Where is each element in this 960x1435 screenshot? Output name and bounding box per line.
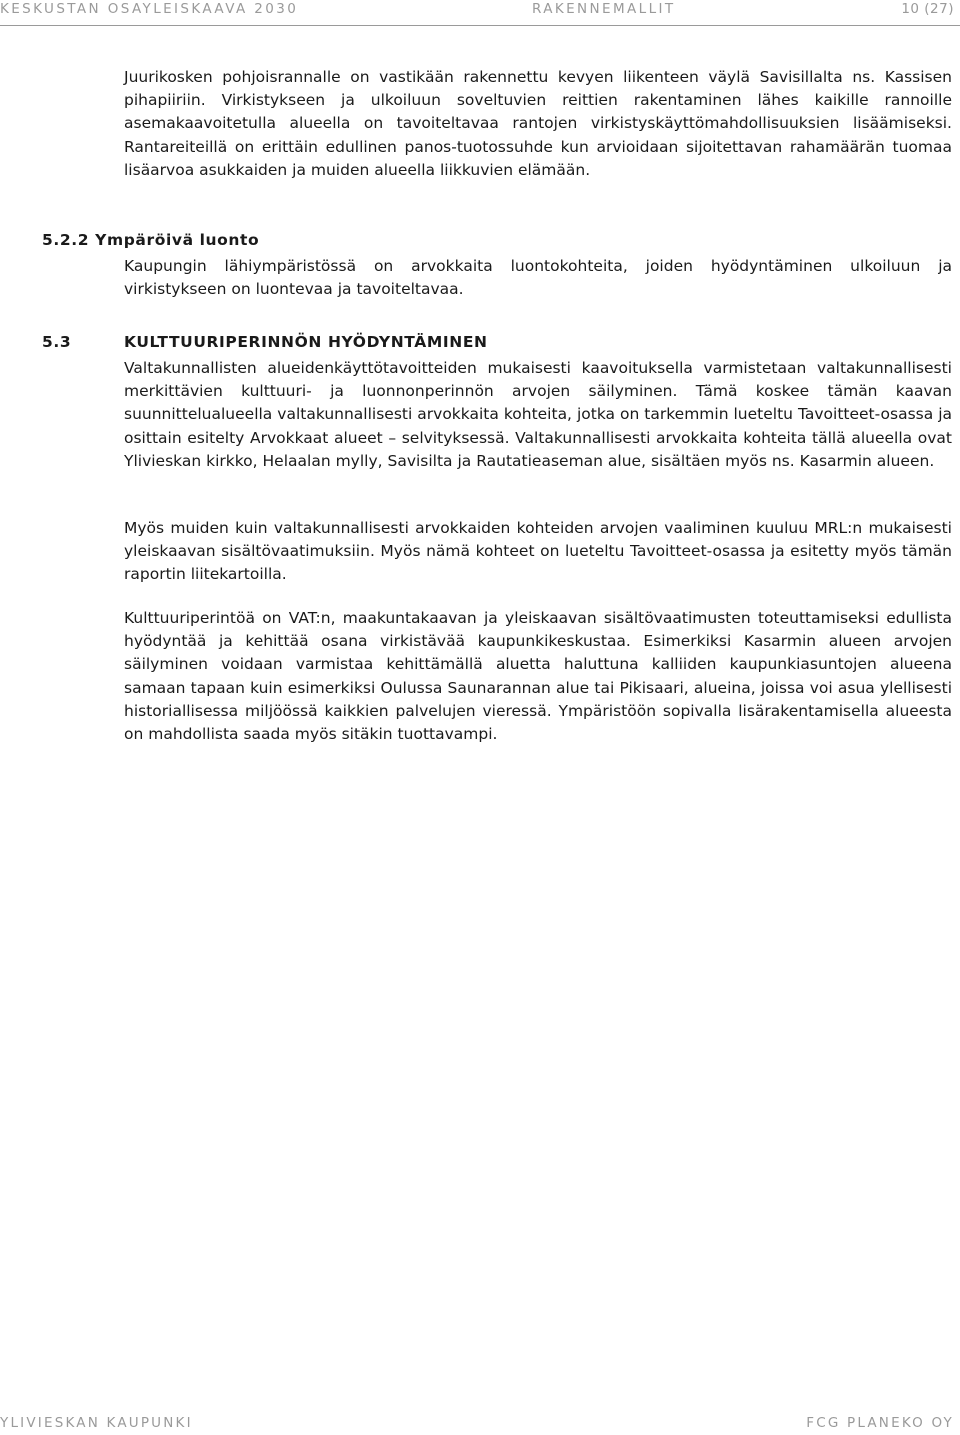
paragraph-national-heritage: Valtakunnallisten alueidenkäyttötavoitteiden mukaisesti kaavoituksella varmistetaan valtakunnallisesti merkittävien kulttuuri- ja luonnonperinnön arvojen säilyminen. Tämä koskee tämän kaavan suunnittelualueella valtakunnallisesti arvokkaita kohteita, jotka on tarkemmin lueteltu Tavoitteet-osassa ja osittain esitelty Arvokkaat alueet – selvityksessä. Valtakunnallisesti arvokkaita kohteita tällä alueella ovat Ylivieskan kirkko, Helaalan mylly, Savisilta ja Rautatieaseman alue, sisältäen myös ns. Kasarmin alueen. (124, 359, 952, 470)
heading-5-3-number: 5.3 (42, 333, 72, 351)
header-page-number: 10 (27) (901, 1, 954, 17)
footer-client: YLIVIESKAN KAUPUNKI (0, 1415, 193, 1431)
heading-5-3-title: KULTTUURIPERINNÖN HYÖDYNTÄMINEN (124, 333, 488, 351)
paragraph-other-heritage: Myös muiden kuin valtakunnallisesti arvokkaiden kohteiden arvojen vaaliminen kuuluu MRL:n mukaisesti yleiskaavan sisältövaatimuksiin. Myös nämä kohteet on lueteltu Tavoitteet-osassa ja esitetty myös tämän raportin liitekartoilla. (124, 519, 952, 584)
paragraph-heritage-utilization: Kulttuuriperintöä on VAT:n, maakuntakaavan ja yleiskaavan sisältövaatimusten toteuttamiseksi edullista hyödyntää ja kehittää osana virkistävää kaupunkikeskustaa. Esimerkiksi Kasarmin alueen arvojen säilyminen voidaan varmistaa kehittämällä aluetta haluttuna kalliiden kaupunkiasuntojen alueena samaan tapaan kuin esimerkiksi Oulussa Saunarannan alue tai Pikisaari, alueina, joissa voi asua ylellisesti historiallisessa miljöössä kaikkien palvelujen vieressä. Ympäristöön sopivalla lisärakentamisella alueesta on mahdollista saada myös sitäkin tuottavampi. (124, 609, 952, 744)
header-section-title: RAKENNEMALLIT (532, 1, 676, 17)
heading-5-2-2: 5.2.2 Ympäröivä luonto (42, 231, 260, 249)
header-document-title: KESKUSTAN OSAYLEISKAAVA 2030 (0, 1, 299, 17)
paragraph-surrounding-nature: Kaupungin lähiympäristössä on arvokkaita luontokohteita, joiden hyödyntäminen ulkoiluun ja virkistykseen on luontevaa ja tavoiteltavaa. (124, 257, 952, 299)
page-header (0, 0, 960, 26)
footer-consultant: FCG PLANEKO OY (806, 1415, 954, 1431)
paragraph-riverside-routes: Juurikosken pohjoisrannalle on vastikään rakennettu kevyen liikenteen väylä Savisillalta ns. Kassisen pihapiiriin. Virkistykseen ja ulkoiluun soveltuvien reittien rakentaminen lähes kaikille rannoille asemakaavoitetulla alueella on tavoiteltavaa rantojen virkistyskäyttömahdollisuuksien lisäämiseksi. Rantareiteillä on erittäin edullinen panos-tuotossuhde kun arvioidaan sijoitettavan rahamäärän tuomaa lisäarvoa asukkaiden ja muiden alueella liikkuvien elämään. (124, 68, 952, 179)
